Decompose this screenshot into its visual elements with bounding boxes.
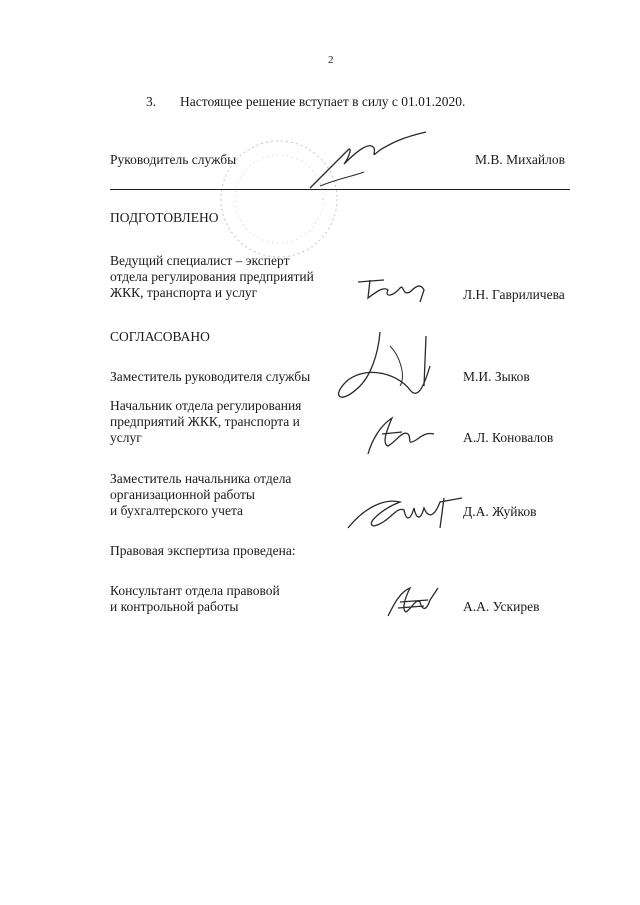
approver-3-name: Д.А. Жуйков — [463, 504, 537, 519]
signature-divider — [110, 189, 570, 190]
page-number: 2 — [328, 54, 334, 66]
item-number: 3. — [146, 94, 157, 109]
approver-2-position: Начальник отдела регулирования предприятий ЖКК, транспорта и услуг — [110, 398, 302, 445]
head-name: М.В. Михайлов — [475, 152, 566, 167]
approver-2-name: А.Л. Коновалов — [463, 430, 554, 445]
approver-3-position: Заместитель начальника отдела организационной работы и бухгалтерского учета — [110, 471, 292, 518]
legal-position: Консультант отдела правовой и контрольной работы — [110, 583, 280, 614]
approver-3-signature — [344, 488, 464, 538]
approver-2-signature — [362, 410, 442, 460]
approved-heading: СОГЛАСОВАНО — [110, 329, 210, 344]
approver-1-name: М.И. Зыков — [463, 369, 530, 384]
prepared-name: Л.Н. Гавриличева — [463, 287, 565, 302]
approver-1-position: Заместитель руководителя службы — [110, 369, 311, 384]
prepared-position: Ведущий специалист – эксперт отдела регулирования предприятий ЖКК, транспорта и услуг — [110, 253, 314, 300]
approver-1-signature — [330, 326, 440, 416]
head-position: Руководитель службы — [110, 152, 237, 167]
prepared-signature — [354, 272, 444, 312]
legal-name: А.А. Ускирев — [463, 599, 540, 614]
legal-review-note: Правовая экспертиза проведена: — [110, 543, 296, 558]
head-signature — [300, 128, 430, 198]
legal-signature — [384, 582, 444, 622]
prepared-heading: ПОДГОТОВЛЕНО — [110, 210, 219, 225]
item-text: Настоящее решение вступает в силу с 01.01.2020. — [180, 94, 466, 109]
